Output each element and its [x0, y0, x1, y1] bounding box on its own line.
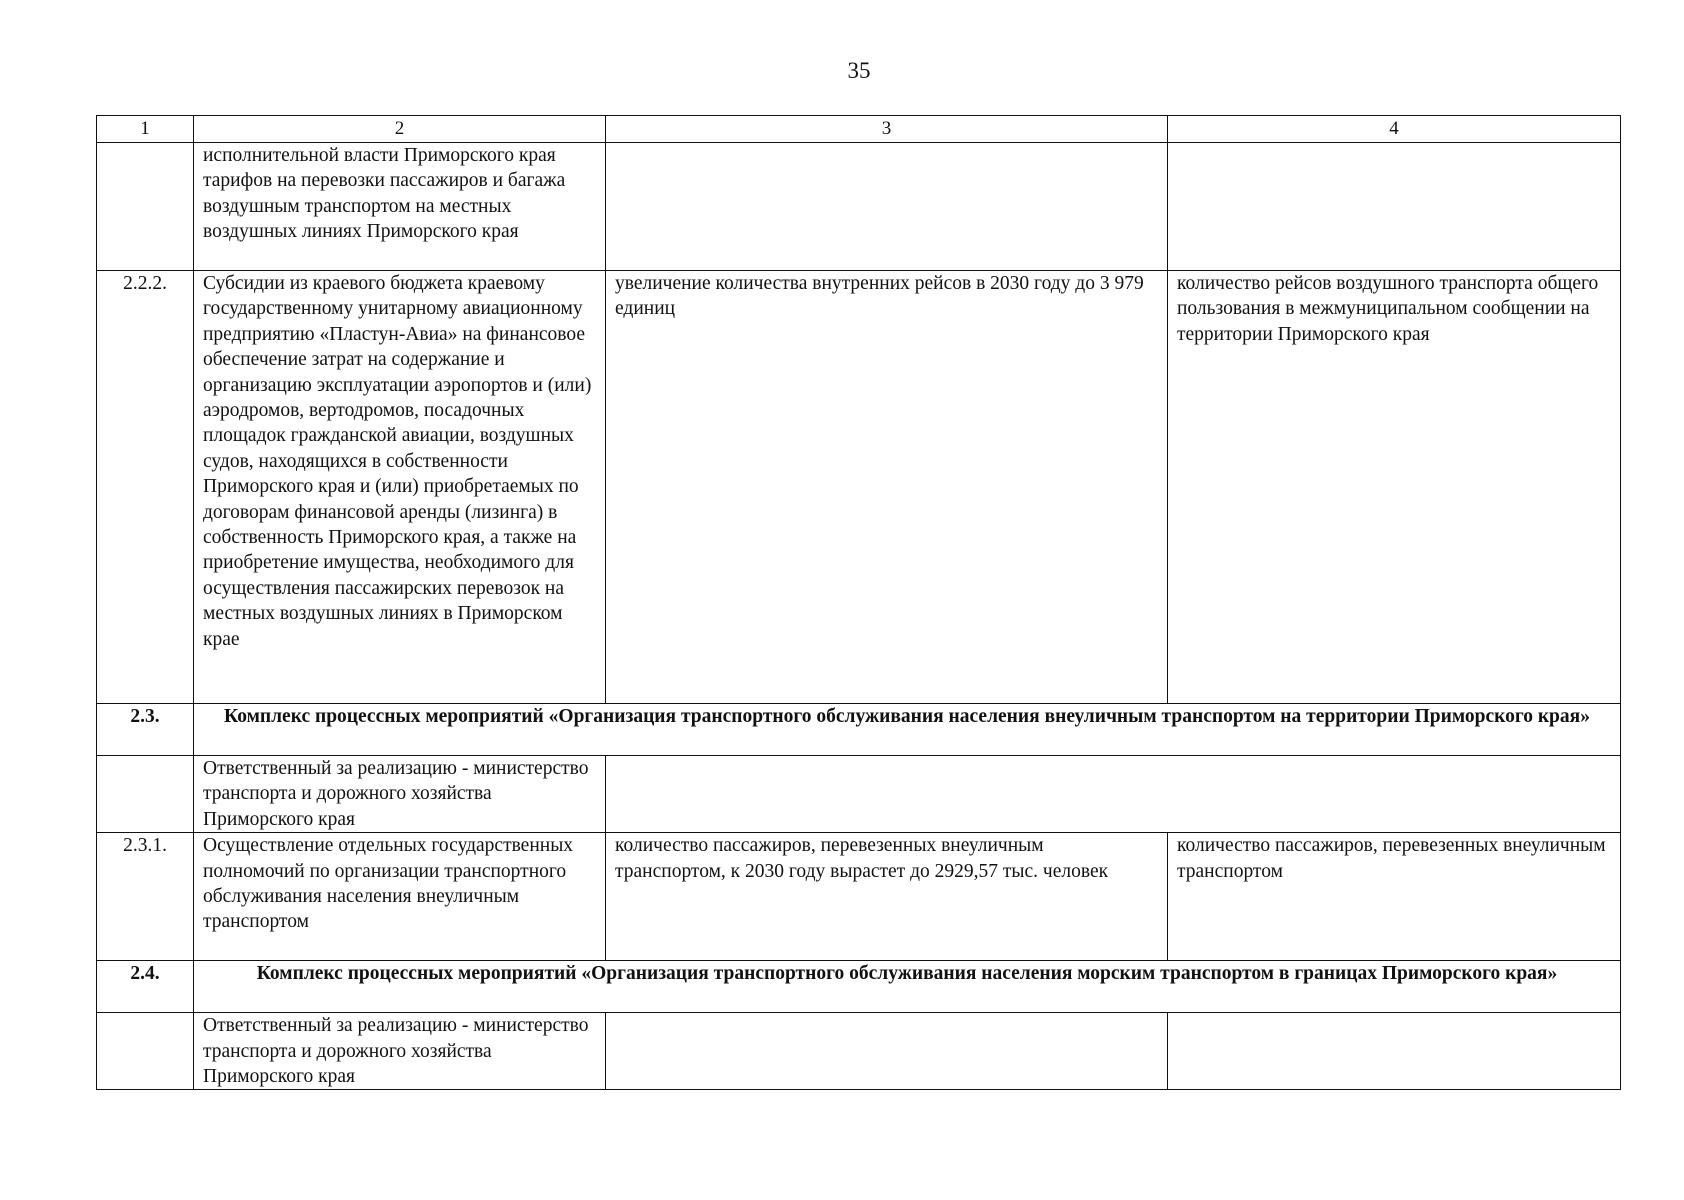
indicator [1168, 1013, 1621, 1090]
section-number: 2.4. [97, 961, 194, 1013]
section-number: 2.3. [97, 704, 194, 756]
expected-result: количество пассажиров, перевезенных внеуличным транспортом, к 2030 году вырастет до 2929,57 тыс. человек [606, 833, 1168, 961]
row-number [97, 143, 194, 271]
table-row [97, 1013, 1621, 1090]
column-header-2: 2 [194, 116, 606, 143]
activity-description: Субсидии из краевого бюджета краевому государственному унитарному авиационному предприятию «Пластун-Авиа» на финансовое обеспечение затрат на содержание и организацию эксплуатации аэропортов и (или) аэродромов, вертодромов, посадочных площадок гражданской авиации, воздушных судов, находящихся в собственности Приморского края и (или) приобретаемых по договорам финансовой аренды (лизинга) в собственность Приморского края, а также на приобретение имущества, необходимого для осуществления пассажирских перевозок на местных воздушных линиях в Приморском крае [194, 271, 606, 704]
section-title: Комплекс процессных мероприятий «Организация транспортного обслуживания населения внеуличным транспортом на территории Приморского края» [194, 704, 1621, 756]
page-number: 35 [847, 58, 871, 83]
table-row [97, 833, 1621, 961]
indicator: количество пассажиров, перевезенных внеуличным транспортом [1168, 833, 1621, 961]
expected-result [606, 1013, 1168, 1090]
responsible-party: Ответственный за реализацию - министерство транспорта и дорожного хозяйства Приморского края [194, 1013, 606, 1090]
section-row [97, 961, 1621, 1013]
activity-description: Осуществление отдельных государственных полномочий по организации транспортного обслуживания населения внеуличным транспортом [194, 833, 606, 961]
activities-table [96, 115, 1621, 1090]
section-row [97, 704, 1621, 756]
row-number: 2.3.1. [97, 833, 194, 961]
table-row [97, 143, 1621, 271]
expected-result [606, 143, 1168, 271]
expected-result: увеличение количества внутренних рейсов в 2030 году до 3 979 единиц [606, 271, 1168, 704]
row-number [97, 1013, 194, 1090]
row-number: 2.2.2. [97, 271, 194, 704]
empty-merged-cell [606, 756, 1621, 833]
activity-description: исполнительной власти Приморского края тарифов на перевозки пассажиров и багажа воздушным транспортом на местных воздушных линиях Приморского края [194, 143, 606, 271]
indicator: количество рейсов воздушного транспорта общего пользования в межмуниципальном сообщении на территории Приморского края [1168, 271, 1621, 704]
table-row [97, 271, 1621, 704]
column-header-4: 4 [1168, 116, 1621, 143]
row-number [97, 756, 194, 833]
table-header-row [97, 116, 1621, 143]
responsible-party: Ответственный за реализацию - министерство транспорта и дорожного хозяйства Приморского края [194, 756, 606, 833]
column-header-1: 1 [97, 116, 194, 143]
table-row [97, 756, 1621, 833]
indicator [1168, 143, 1621, 271]
section-title: Комплекс процессных мероприятий «Организация транспортного обслуживания населения морским транспортом в границах Приморского края» [194, 961, 1621, 1013]
column-header-3: 3 [606, 116, 1168, 143]
